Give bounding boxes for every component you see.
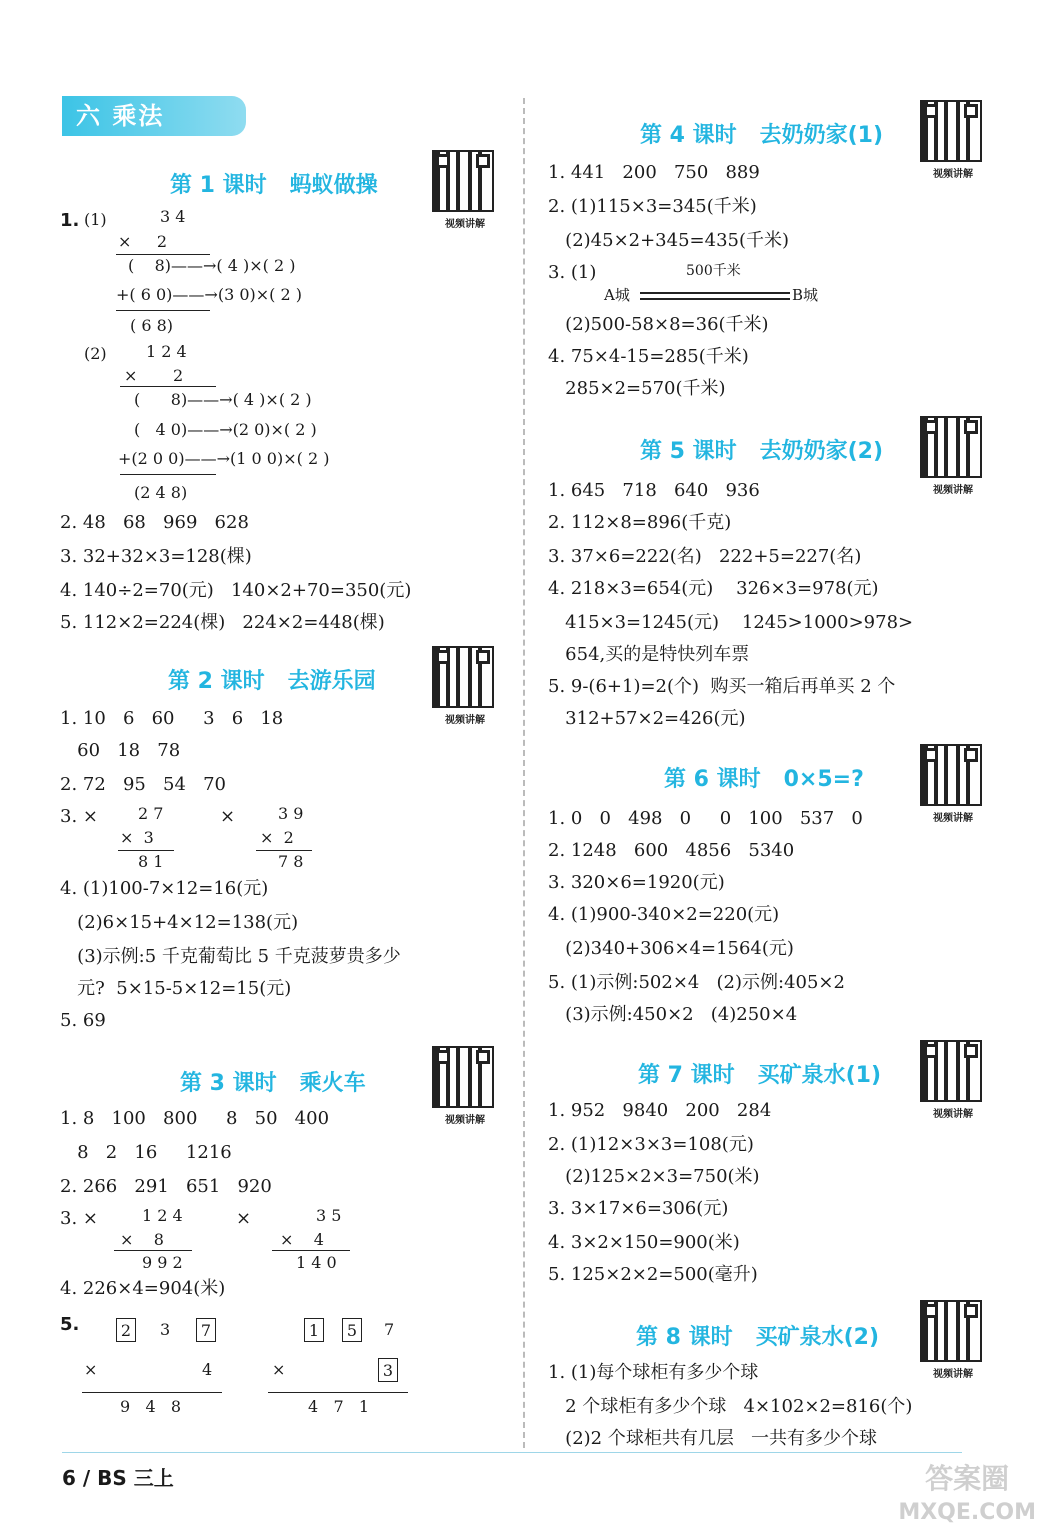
s3-q1a: 1. 8 100 800 8 50 400 [60,1108,330,1129]
s4-q1: 1. 441 200 750 889 [548,162,760,183]
s2-calc1-res: 8 1 [138,852,164,871]
s5-q5a: 5. 9-(6+1)=2(个) 购买一箱后再单买 2 个 [548,676,896,697]
s2-q4a: 4. (1)100-7×12=16(元) [60,878,269,899]
s5-q5b: 312+57×2=426(元) [548,708,746,729]
section-title-3: 第 3 课时 乘火车 [180,1071,366,1096]
s4-q4b: 285×2=570(千米) [548,378,726,399]
calc1-label: (1) [84,210,107,229]
s3-calc2-rule [272,1250,350,1251]
p1-box3: 7 [196,1318,216,1342]
calc2-top: 1 2 4 [146,342,187,361]
calc2-rule [120,386,216,387]
qr-code-1[interactable] [432,150,498,230]
section-title-8: 第 8 课时 买矿泉水(2) [636,1325,880,1350]
qr-caption: 视频讲解 [933,485,973,496]
p2-result: 4 7 1 [308,1397,370,1416]
p1-mul: 4 [202,1360,213,1379]
calc2-label: (2) [84,344,107,363]
s3-calc1-rule [114,1250,192,1251]
s8-q1c: (2)2 个球柜共有几层 一共有多少个球 [548,1428,877,1449]
s7-q2b: (2)125×2×3=750(米) [548,1166,760,1187]
qr-icon [432,150,494,212]
s2-calc2-top: 3 9 [278,804,304,823]
s4-q4a: 4. 75×4-15=285(千米) [548,346,749,367]
q1-label: 1. [60,210,80,231]
qr-icon [920,1040,982,1102]
s3-calc1-res: 9 9 2 [142,1253,183,1272]
s6-q4a: 4. (1)900-340×2=220(元) [548,904,780,925]
s2-q4d: 元? 5×15-5×12=15(元) [60,978,292,999]
s1-q2: 2. 48 68 969 628 [60,512,249,533]
qr-icon [432,1046,494,1108]
p1-rule [82,1392,222,1393]
p2-digit3: 7 [384,1320,395,1339]
calc1-result: ( 6 8) [130,316,174,335]
s3-q1b: 8 2 16 1216 [60,1142,232,1163]
p2-box-mul: 3 [378,1358,398,1382]
qr-caption: 视频讲解 [933,1369,973,1380]
qr-code-7[interactable] [920,1040,986,1120]
qr-code-8[interactable] [920,1300,986,1380]
qr-icon [920,100,982,162]
calc1-row1: ( 8)——→( 4 )×( 2 ) [128,256,296,275]
p1-digit2: 3 [160,1320,171,1339]
s1-q3: 3. 32+32×3=128(棵) [60,546,252,567]
qr-caption: 视频讲解 [445,219,485,230]
s4-distance: 500千米 [686,263,741,279]
qr-caption: 视频讲解 [445,1115,485,1126]
qr-code-3[interactable] [432,1046,498,1126]
s2-q2: 2. 72 95 54 70 [60,774,227,795]
calc2-result: (2 4 8) [134,483,188,502]
s2-q1b: 60 18 78 [60,740,181,761]
section-title-7: 第 7 课时 买矿泉水(1) [638,1063,882,1088]
s4-q3: 3. (1) [548,262,597,283]
s7-q2a: 2. (1)12×3×3=108(元) [548,1134,754,1155]
footer-rule [62,1452,962,1453]
s3-calc2-res: 1 4 0 [296,1253,337,1272]
qr-code-2[interactable] [432,646,498,726]
s3-q2: 2. 266 291 651 920 [60,1176,272,1197]
qr-icon [920,416,982,478]
calc1-mul: × 2 [118,232,168,251]
s4-city-a: A城 [604,286,630,304]
s2-calc2-res: 7 8 [278,852,304,871]
s2-q4b: (2)6×15+4×12=138(元) [60,912,299,933]
page-footer: 6 / BS 三上 [62,1466,174,1490]
s8-q1a: 1. (1)每个球柜有多少个球 [548,1362,759,1383]
s5-q2: 2. 112×8=896(千克) [548,512,732,533]
s4-q2a: 2. (1)115×3=345(千米) [548,196,757,217]
section-title-2: 第 2 课时 去游乐园 [168,669,376,694]
calc1-rule2 [116,310,210,311]
column-divider [523,98,525,1448]
p1-times: × [84,1360,98,1379]
s4-road [640,292,790,294]
s3-x2: × [236,1208,252,1229]
chapter-tag: 六 乘法 [62,96,246,136]
s1-q5: 5. 112×2=224(棵) 224×2=448(棵) [60,612,385,633]
s3-q4: 4. 226×4=904(米) [60,1278,226,1299]
s2-calc1-mul: × 3 [120,828,154,847]
s3-calc1-mul: × 8 [120,1230,164,1249]
s1-q4: 4. 140÷2=70(元) 140×2+70=350(元) [60,580,412,601]
p2-box2: 5 [342,1318,362,1342]
qr-caption: 视频讲解 [933,1109,973,1120]
s3-q5: 5. [60,1314,80,1335]
qr-caption: 视频讲解 [933,813,973,824]
section-title-1: 第 1 课时 蚂蚁做操 [170,173,378,198]
s7-q3: 3. 3×17×6=306(元) [548,1198,729,1219]
qr-caption: 视频讲解 [933,169,973,180]
s2-x2: × [220,806,236,827]
s2-q4c: (3)示例:5 千克葡萄比 5 千克菠萝贵多少 [60,946,401,967]
calc2-mul: × 2 [124,366,184,385]
p2-box1: 1 [304,1318,324,1342]
s7-q1: 1. 952 9840 200 284 [548,1100,772,1121]
s7-q4: 4. 3×2×150=900(米) [548,1232,740,1253]
calc2-row2: ( 4 0)——→(2 0)×( 2 ) [134,420,317,439]
section-title-6: 第 6 课时 0×5=? [664,767,864,792]
s2-q1a: 1. 10 6 60 3 6 18 [60,708,284,729]
s5-q4c: 654,买的是特快列车票 [548,644,750,665]
calc1-rule [116,254,210,255]
s6-q1: 1. 0 0 498 0 0 100 537 0 [548,808,863,829]
section-title-4: 第 4 课时 去奶奶家(1) [640,123,884,148]
calc1-row2: +( 6 0)——→(3 0)×( 2 ) [116,285,302,304]
s8-q1b: 2 个球柜有多少个球 4×102×2=816(个) [548,1396,913,1417]
calc2-rule2 [120,474,216,475]
s5-q4a: 4. 218×3=654(元) 326×3=978(元) [548,578,879,599]
qr-code-6[interactable] [920,744,986,824]
s3-calc1-top: 1 2 4 [142,1206,183,1225]
s2-calc1-top: 2 7 [138,804,164,823]
s3-calc2-top: 3 5 [316,1206,342,1225]
s4-q2b: (2)45×2+345=435(千米) [548,230,790,251]
s5-q1: 1. 645 718 640 936 [548,480,760,501]
s2-q5: 5. 69 [60,1010,106,1031]
watermark-logo: 答案圈 [925,1462,1010,1495]
s6-q3: 3. 320×6=1920(元) [548,872,725,893]
s2-q3: 3. × [60,806,98,827]
s4-q3b: (2)500-58×8=36(千米) [548,314,769,335]
p1-box1: 2 [116,1318,136,1342]
s3-calc2-mul: × 4 [280,1230,324,1249]
s2-calc1-rule [118,850,174,851]
section-title-5: 第 5 课时 去奶奶家(2) [640,439,884,464]
s4-road-lower [640,298,790,300]
qr-code-4[interactable] [920,100,986,180]
s2-calc2-rule [256,850,312,851]
s7-q5: 5. 125×2×2=500(毫升) [548,1264,758,1285]
calc1-top: 3 4 [160,207,186,226]
s3-q3: 3. × [60,1208,98,1229]
qr-icon [920,1300,982,1362]
watermark-url: MXQE.COM [898,1500,1036,1525]
p2-times: × [272,1360,286,1379]
s6-q4b: (2)340+306×4=1564(元) [548,938,794,959]
calc2-row3: +(2 0 0)——→(1 0 0)×( 2 ) [118,449,330,468]
qr-code-5[interactable] [920,416,986,496]
s6-q5b: (3)示例:450×2 (4)250×4 [548,1004,798,1025]
p1-result: 9 4 8 [120,1397,182,1416]
s5-q4b: 415×3=1245(元) 1245>1000>978> [548,612,914,633]
qr-icon [432,646,494,708]
p2-rule [268,1392,408,1393]
s6-q5a: 5. (1)示例:502×4 (2)示例:405×2 [548,972,845,993]
calc2-row1: ( 8)——→( 4 )×( 2 ) [134,390,312,409]
qr-icon [920,744,982,806]
watermark [898,1462,1036,1530]
s5-q3: 3. 37×6=222(名) 222+5=227(名) [548,546,862,567]
s6-q2: 2. 1248 600 4856 5340 [548,840,795,861]
s2-calc2-mul: × 2 [260,828,294,847]
s4-city-b: B城 [792,286,819,304]
qr-caption: 视频讲解 [445,715,485,726]
